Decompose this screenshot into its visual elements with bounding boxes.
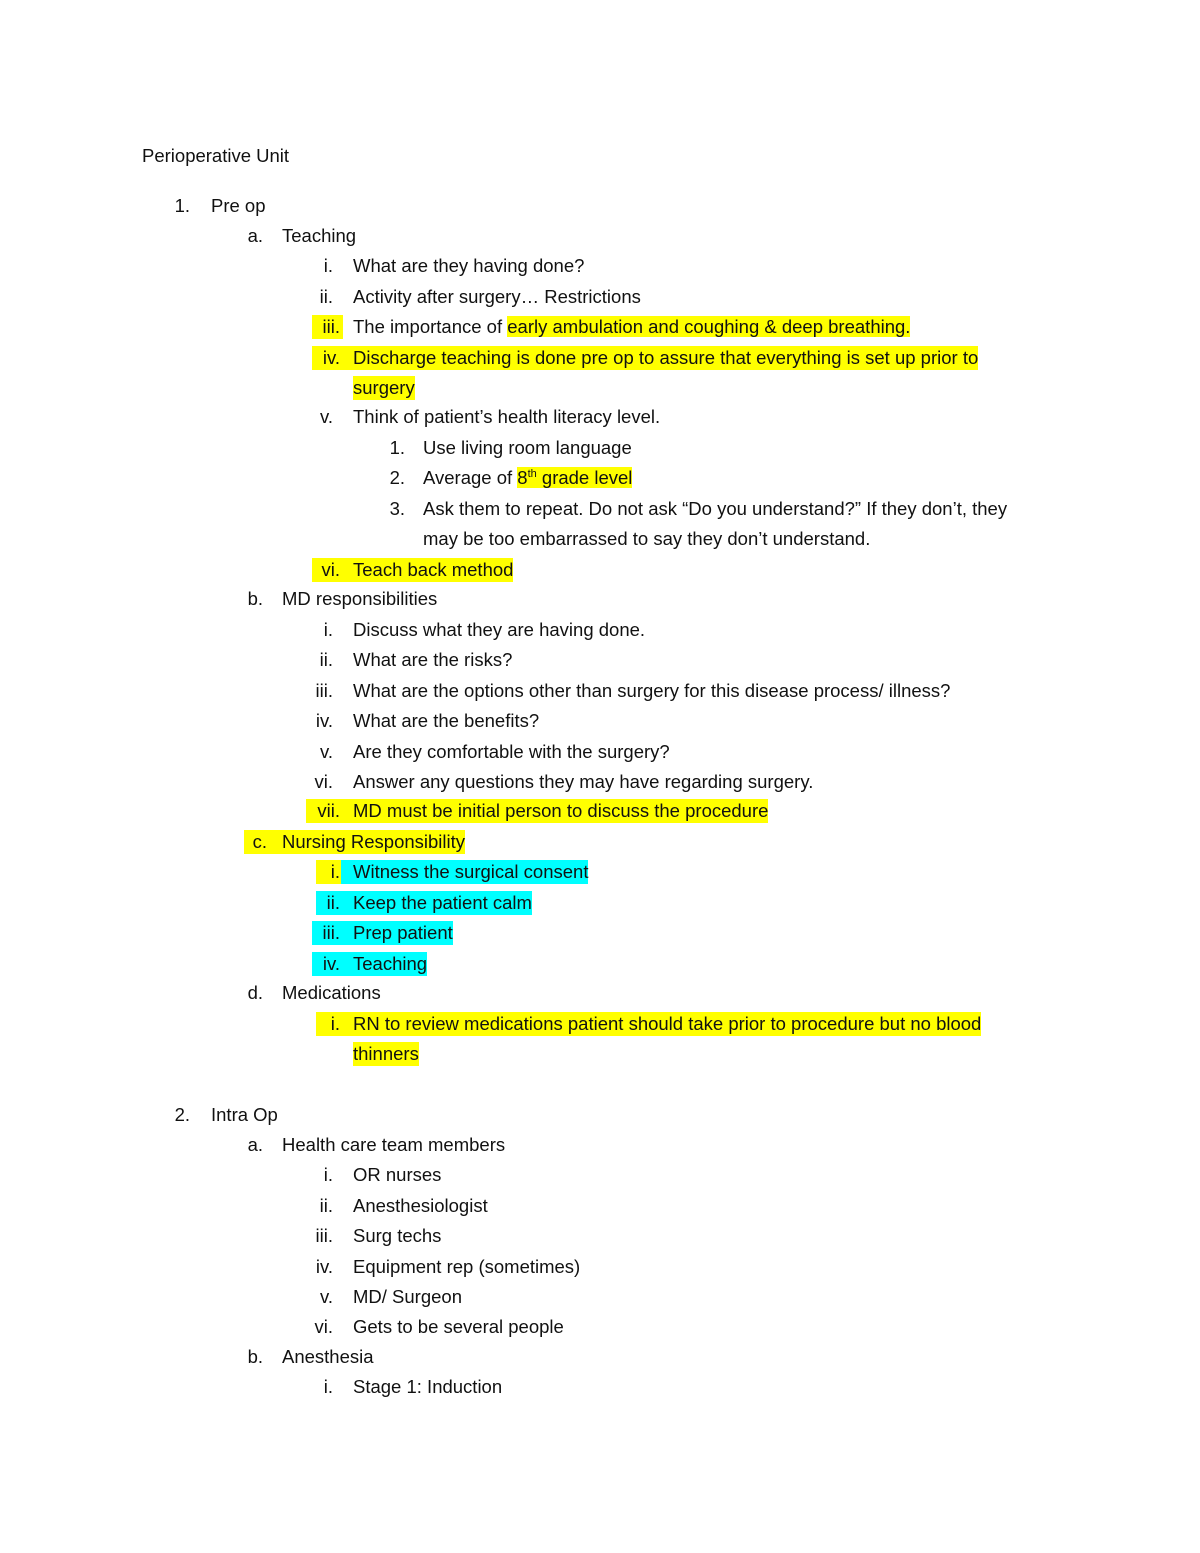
- list-item: What are the risks?: [353, 649, 513, 670]
- list-item: Discharge teaching is done pre op to assure that everything is set up prior to: [341, 346, 978, 370]
- list-item: Ask them to repeat. Do not ask “Do you understand?” If they don’t, they: [423, 498, 1008, 519]
- list-roman: ii.: [316, 891, 343, 915]
- list-roman: ii.: [319, 1195, 333, 1216]
- list-letter: b.: [247, 1346, 263, 1367]
- list-roman: i.: [323, 1376, 333, 1397]
- list-roman: iv.: [312, 952, 343, 976]
- list-item: OR nurses: [353, 1164, 442, 1185]
- subsection-anesthesia: Anesthesia: [282, 1346, 374, 1367]
- list-letter: a.: [247, 1134, 263, 1155]
- list-item: Surg techs: [353, 1225, 442, 1246]
- list-item: Stage 1: Induction: [353, 1376, 503, 1397]
- document-title: Perioperative Unit: [142, 145, 290, 166]
- list-roman: ii.: [319, 286, 333, 307]
- list-item-continuation: thinners: [353, 1043, 419, 1064]
- list-letter: c.: [244, 830, 270, 854]
- list-number: 1.: [389, 437, 405, 458]
- list-item-text: Average of: [423, 467, 518, 488]
- list-item: Equipment rep (sometimes): [353, 1256, 581, 1277]
- list-item: MD must be initial person to discuss the procedure: [341, 799, 768, 823]
- list-item: Keep the patient calm: [341, 891, 532, 915]
- subsection-nursing: Nursing Responsibility: [270, 830, 465, 854]
- list-item: What are the benefits?: [353, 710, 540, 731]
- list-item: Prep patient: [341, 921, 453, 945]
- list-letter: b.: [247, 588, 263, 609]
- section-heading-preop: Pre op: [211, 195, 266, 216]
- list-item: Teach back method: [341, 558, 513, 582]
- grade-number: 8: [517, 467, 528, 488]
- list-roman: iii.: [315, 680, 333, 701]
- list-roman: iii.: [315, 1225, 333, 1246]
- subsection-team: Health care team members: [282, 1134, 506, 1155]
- list-roman: vii.: [306, 799, 343, 823]
- section-heading-intraop: Intra Op: [211, 1104, 278, 1125]
- list-roman: vi.: [314, 1316, 333, 1337]
- list-item: Use living room language: [423, 437, 632, 458]
- list-number: 3.: [389, 498, 405, 519]
- list-letter: a.: [247, 225, 263, 246]
- list-roman: i.: [323, 255, 333, 276]
- list-item: [353, 315, 910, 339]
- list-roman: i.: [323, 619, 333, 640]
- list-item: Anesthesiologist: [353, 1195, 488, 1216]
- list-roman: i.: [316, 1012, 343, 1036]
- list-item: What are they having done?: [353, 255, 585, 276]
- list-item-continuation: surgery: [353, 377, 415, 398]
- list-roman: iii.: [312, 921, 343, 945]
- list-roman: iv.: [315, 1256, 333, 1277]
- list-item-continuation: may be too embarrassed to say they don’t understand.: [423, 528, 871, 549]
- list-roman: iv.: [315, 710, 333, 731]
- ordinal-suffix: th: [527, 467, 537, 480]
- list-item: Are they comfortable with the surgery?: [353, 741, 670, 762]
- list-roman: iii.: [312, 315, 343, 339]
- list-letter: d.: [247, 982, 263, 1003]
- list-item: Gets to be several people: [353, 1316, 564, 1337]
- subsection-teaching: Teaching: [282, 225, 357, 246]
- list-roman: i.: [316, 860, 343, 884]
- subsection-medications: Medications: [282, 982, 381, 1003]
- list-item: Answer any questions they may have regarding surgery.: [353, 771, 814, 792]
- list-item: Activity after surgery… Restrictions: [353, 286, 641, 307]
- highlighted-text: early ambulation and coughing & deep breathing.: [507, 316, 911, 337]
- list-item: Teaching: [341, 952, 427, 976]
- list-item: MD/ Surgeon: [353, 1286, 462, 1307]
- list-roman: v.: [319, 1286, 333, 1307]
- list-item: Discuss what they are having done.: [353, 619, 646, 640]
- subsection-md: MD responsibilities: [282, 588, 438, 609]
- list-item: RN to review medications patient should take prior to procedure but no blood: [341, 1012, 981, 1036]
- list-item: Witness the surgical consent: [341, 860, 588, 884]
- list-item: Think of patient’s health literacy level.: [353, 406, 661, 427]
- grade-text: grade level: [536, 467, 633, 488]
- list-roman: vi.: [312, 558, 343, 582]
- highlighted-text: [517, 467, 632, 488]
- list-roman: v.: [319, 741, 333, 762]
- list-roman: vi.: [314, 771, 333, 792]
- list-number: 1.: [174, 195, 190, 216]
- list-item-text: The importance of: [353, 316, 508, 337]
- list-item: What are the options other than surgery for this disease process/ illness?: [353, 680, 951, 701]
- list-roman: ii.: [319, 649, 333, 670]
- list-roman: i.: [323, 1164, 333, 1185]
- list-number: 2.: [389, 467, 405, 488]
- list-item: [423, 466, 632, 490]
- list-roman: iv.: [312, 346, 343, 370]
- list-roman: v.: [319, 406, 333, 427]
- list-number: 2.: [174, 1104, 190, 1125]
